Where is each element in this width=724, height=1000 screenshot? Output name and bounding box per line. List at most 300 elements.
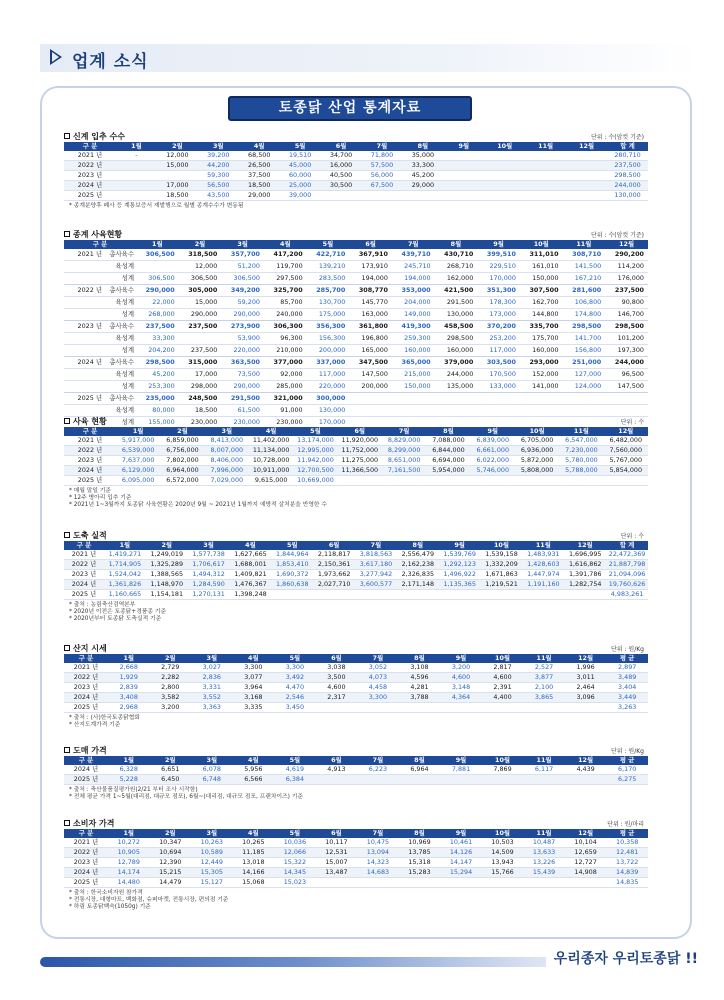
value-cell: 15,766 — [482, 868, 524, 878]
value-cell: 14,166 — [233, 868, 275, 878]
value-cell: 215,000 — [392, 369, 435, 381]
value-cell: 422,710 — [307, 249, 350, 261]
month-header-cell: 1월 — [108, 829, 150, 838]
value-cell — [515, 476, 559, 486]
year-cell: 2025 년 — [64, 878, 108, 888]
note-line: * 매월 말일 기준 — [69, 488, 112, 494]
value-cell: 7,869 — [482, 765, 524, 775]
value-cell: 306,500 — [136, 249, 179, 261]
value-cell: 35,000 — [402, 151, 443, 161]
year-cell — [64, 261, 104, 273]
value-cell — [523, 703, 565, 713]
year-cell: 2023 년 — [64, 858, 108, 868]
value-cell — [349, 393, 392, 405]
value-cell: 1,398,248 — [230, 590, 272, 600]
value-cell: 235,000 — [136, 393, 179, 405]
table-row — [64, 381, 648, 393]
value-cell — [443, 161, 484, 171]
year-cell: 2024 년 — [64, 357, 104, 369]
value-cell: 2,546 — [274, 693, 316, 703]
value-cell: 2,817 — [482, 663, 524, 673]
value-cell — [525, 161, 566, 171]
table-row — [64, 309, 648, 321]
value-cell: 101,200 — [605, 333, 648, 345]
value-cell: 417,200 — [264, 249, 307, 261]
value-cell: 379,000 — [435, 357, 478, 369]
value-cell: 4,073 — [357, 673, 399, 683]
value-cell: 1,361,826 — [104, 580, 146, 590]
value-cell: 6,694,000 — [426, 456, 470, 466]
value-cell — [564, 590, 606, 600]
value-cell: 3,200 — [440, 663, 482, 673]
slaughter-table — [64, 541, 648, 600]
value-cell — [362, 191, 403, 201]
year-cell: 2022 년 — [64, 285, 104, 297]
checkbox-square-icon — [64, 645, 70, 651]
value-cell: 12,727 — [565, 858, 607, 868]
category-cell: 총사육수 — [104, 321, 136, 333]
section-title: 신계 입추 수수 — [64, 131, 125, 142]
year-cell: 2024 년 — [64, 466, 116, 476]
value-cell: 165,000 — [349, 345, 392, 357]
table-row — [64, 663, 648, 673]
value-cell: 43,500 — [198, 191, 239, 201]
total-cell: 21,094,096 — [606, 570, 648, 580]
value-cell: 5,746,000 — [471, 466, 515, 476]
month-header-cell: 12월 — [605, 240, 648, 249]
value-cell: 298,500 — [136, 357, 179, 369]
value-cell: 4,458 — [357, 683, 399, 693]
value-cell: 306,500 — [221, 273, 264, 285]
value-cell: 5,767,000 — [604, 456, 648, 466]
value-cell: 3,011 — [565, 673, 607, 683]
farm-price-table — [64, 654, 648, 713]
month-header-cell: 4월 — [233, 829, 275, 838]
value-cell: 3,108 — [399, 663, 441, 673]
value-cell: 15,007 — [316, 858, 358, 868]
year-cell: 2023 년 — [64, 321, 104, 333]
notes — [64, 715, 648, 729]
value-cell: 197,300 — [605, 345, 648, 357]
total-cell: 14,835 — [606, 878, 648, 888]
value-cell: 4,364 — [440, 693, 482, 703]
value-cell: 291,500 — [221, 393, 264, 405]
value-cell: 10,265 — [233, 838, 275, 848]
total-cell: 4,983,261 — [606, 590, 648, 600]
value-cell: 18,500 — [157, 191, 198, 201]
checkbox-square-icon — [64, 820, 70, 826]
header-cell: 구 분 — [64, 142, 116, 151]
year-cell: 2023 년 — [64, 683, 108, 693]
value-cell: 6,129,000 — [116, 466, 160, 476]
note-line: * 2020년부터 토종닭 도축실적 기준 — [69, 616, 162, 623]
value-cell: 16,000 — [321, 161, 362, 171]
value-cell: - — [116, 151, 157, 161]
value-cell — [525, 191, 566, 201]
header-row — [64, 142, 648, 151]
note-line: * 출처 : 축산물품질평가원(2/21 부터 조사 시작함) — [69, 787, 198, 793]
month-header-cell: 1월 — [104, 541, 146, 550]
value-cell: 119,700 — [264, 261, 307, 273]
year-cell: 2021 년 — [64, 436, 116, 446]
value-cell: 5,780,000 — [559, 456, 603, 466]
year-cell: 2021 년 — [64, 550, 104, 560]
value-cell: 167,210 — [563, 273, 606, 285]
value-cell: 5,954,000 — [426, 466, 470, 476]
category-cell: 총사육수 — [104, 357, 136, 369]
value-cell: 170,000 — [477, 273, 520, 285]
value-cell: 3,300 — [357, 693, 399, 703]
value-cell: 1,524,042 — [104, 570, 146, 580]
table-row — [64, 765, 648, 775]
wholesale-price-table — [64, 756, 648, 785]
value-cell — [136, 261, 179, 273]
category-cell: 성계 — [104, 273, 136, 285]
year-cell: 2024 년 — [64, 765, 108, 775]
value-cell — [563, 393, 606, 405]
value-cell: 3,500 — [316, 673, 358, 683]
value-cell: 117,000 — [307, 369, 350, 381]
value-cell — [355, 590, 397, 600]
note-line: * 전통시장, 대형마트, 백화점, 슈퍼마켓, 전통시장, 편의점 기준 — [69, 897, 229, 904]
value-cell — [116, 161, 157, 171]
value-cell — [399, 775, 441, 785]
value-cell: 6,566 — [233, 775, 275, 785]
value-cell — [523, 878, 565, 888]
value-cell: 293,000 — [520, 357, 563, 369]
section-title: 사육 현황 — [64, 416, 107, 427]
value-cell — [484, 161, 525, 171]
value-cell: 3,877 — [523, 673, 565, 683]
table-row — [64, 550, 648, 560]
value-cell: 12,390 — [150, 858, 192, 868]
month-header-cell: 10월 — [481, 541, 523, 550]
value-cell: 13,174,000 — [293, 436, 337, 446]
unit-label: 단위 : 수 — [620, 533, 644, 540]
value-cell: 3,096 — [565, 693, 607, 703]
section-farm-price — [64, 643, 648, 729]
value-cell: 3,865 — [523, 693, 565, 703]
value-cell: 220,000 — [307, 381, 350, 393]
value-cell: 6,839,000 — [471, 436, 515, 446]
value-cell: 85,700 — [264, 297, 307, 309]
value-cell: 11,275,000 — [338, 456, 382, 466]
value-cell: 12,995,000 — [293, 446, 337, 456]
value-cell: 1,929 — [108, 673, 150, 683]
table-row — [64, 161, 648, 171]
value-cell: 349,200 — [221, 285, 264, 297]
total-cell: 237,500 — [607, 161, 648, 171]
value-cell: 3,300 — [233, 663, 275, 673]
section-title: 종계 사육현황 — [64, 229, 122, 240]
value-cell — [566, 171, 607, 181]
value-cell: 175,000 — [307, 309, 350, 321]
value-cell: 149,000 — [392, 309, 435, 321]
value-cell: 6,859,000 — [160, 436, 204, 446]
month-header-cell: 3월 — [205, 427, 249, 436]
value-cell: 6,450 — [150, 775, 192, 785]
value-cell: 13,094 — [357, 848, 399, 858]
header-cell: 구 분 — [64, 240, 136, 249]
category-cell: 성계 — [104, 345, 136, 357]
value-cell: 8,413,000 — [205, 436, 249, 446]
value-cell: 1,419,271 — [104, 550, 146, 560]
month-header-cell: 7월 — [357, 756, 399, 765]
value-cell: 8,406,000 — [205, 456, 249, 466]
value-cell: 7,802,000 — [160, 456, 204, 466]
value-cell: 1,332,209 — [481, 560, 523, 570]
value-cell: 365,000 — [392, 357, 435, 369]
month-header-cell: 11월 — [559, 427, 603, 436]
value-cell: 3,331 — [191, 683, 233, 693]
value-cell: 200,000 — [307, 345, 350, 357]
month-header-cell: 7월 — [362, 142, 403, 151]
value-cell: 1,447,974 — [522, 570, 564, 580]
value-cell: 1,627,665 — [230, 550, 272, 560]
value-cell — [559, 476, 603, 486]
value-cell: 10,347 — [150, 838, 192, 848]
year-cell — [64, 369, 104, 381]
month-header-cell: 4월 — [239, 142, 280, 151]
value-cell: 357,700 — [221, 249, 264, 261]
value-cell: 3,600,577 — [355, 580, 397, 590]
value-cell: 2,556,479 — [397, 550, 439, 560]
value-cell: 298,500 — [563, 321, 606, 333]
value-cell: 173,000 — [477, 309, 520, 321]
value-cell: 11,185 — [233, 848, 275, 858]
value-cell: 4,470 — [274, 683, 316, 693]
value-cell — [520, 405, 563, 417]
category-cell: 육성계 — [104, 405, 136, 417]
value-cell — [484, 181, 525, 191]
value-cell: 421,500 — [435, 285, 478, 297]
value-cell — [520, 393, 563, 405]
value-cell: 56,000 — [362, 171, 403, 181]
value-cell: 12,659 — [565, 848, 607, 858]
value-cell: 18,500 — [239, 181, 280, 191]
category-cell: 성계 — [104, 381, 136, 393]
value-cell: 1,391,786 — [564, 570, 606, 580]
value-cell: 1,219,521 — [481, 580, 523, 590]
table-row — [64, 703, 648, 713]
month-header-cell: 8월 — [402, 142, 443, 151]
value-cell: 10,669,000 — [293, 476, 337, 486]
value-cell: 3,788 — [399, 693, 441, 703]
section-header-band — [40, 44, 700, 72]
month-header-cell: 2월 — [150, 829, 192, 838]
value-cell: 10,263 — [191, 838, 233, 848]
value-cell: 11,920,000 — [338, 436, 382, 446]
value-cell: 150,000 — [392, 381, 435, 393]
value-cell — [349, 405, 392, 417]
value-cell: 2,968 — [108, 703, 150, 713]
value-cell: 3,200 — [150, 703, 192, 713]
value-cell: 1,671,863 — [481, 570, 523, 580]
value-cell: 194,000 — [349, 273, 392, 285]
value-cell: 370,200 — [477, 321, 520, 333]
month-header-cell: 5월 — [274, 829, 316, 838]
value-cell: 156,800 — [563, 345, 606, 357]
value-cell — [443, 181, 484, 191]
value-cell — [338, 476, 382, 486]
value-cell — [316, 878, 358, 888]
value-cell: 130,700 — [307, 297, 350, 309]
value-cell — [397, 590, 439, 600]
value-cell: 439,710 — [392, 249, 435, 261]
month-header-cell: 11월 — [563, 240, 606, 249]
value-cell — [440, 878, 482, 888]
value-cell: 6,384 — [274, 775, 316, 785]
value-cell: 40,500 — [321, 171, 362, 181]
value-cell: 170,000 — [307, 417, 350, 429]
month-header-cell: 4월 — [233, 654, 275, 663]
month-header-cell: 8월 — [435, 240, 478, 249]
value-cell: 7,881 — [440, 765, 482, 775]
value-cell: 1,494,312 — [188, 570, 230, 580]
value-cell: 210,000 — [264, 345, 307, 357]
total-cell: 14,839 — [606, 868, 648, 878]
value-cell: 4,913 — [316, 765, 358, 775]
value-cell: 29,000 — [239, 191, 280, 201]
value-cell: 59,200 — [221, 297, 264, 309]
value-cell: 145,770 — [349, 297, 392, 309]
note-line: * 종계분양후 폐사 등 계통보증서 재발행으로 월별 종계수수가 변동됨 — [69, 203, 244, 209]
value-cell — [443, 151, 484, 161]
header-cell: 구 분 — [64, 654, 108, 663]
value-cell: 306,500 — [179, 273, 222, 285]
value-cell: 156,300 — [307, 333, 350, 345]
value-cell: 1,483,931 — [522, 550, 564, 560]
value-cell: 141,700 — [563, 333, 606, 345]
year-cell: 2022 년 — [64, 161, 116, 171]
total-cell: 21,887,798 — [606, 560, 648, 570]
section-title: 산지 시세 — [64, 643, 107, 654]
value-cell: 15,215 — [150, 868, 192, 878]
value-cell: 6,844,000 — [426, 446, 470, 456]
value-cell — [440, 775, 482, 785]
year-cell — [64, 273, 104, 285]
value-cell: 6,964,000 — [160, 466, 204, 476]
value-cell: 59,300 — [198, 171, 239, 181]
value-cell: 3,027 — [191, 663, 233, 673]
table-row — [64, 345, 648, 357]
checkbox-square-icon — [64, 133, 70, 139]
checkbox-square-icon — [64, 532, 70, 538]
value-cell: 18,500 — [179, 405, 222, 417]
value-cell: 325,700 — [264, 285, 307, 297]
value-cell: 2,527 — [523, 663, 565, 673]
value-cell: 6,547,000 — [559, 436, 603, 446]
month-header-cell: 7월 — [355, 541, 397, 550]
month-header-cell: 1월 — [116, 142, 157, 151]
header-cell: 구 분 — [64, 829, 108, 838]
section-rearing-status — [64, 416, 648, 510]
value-cell: 303,500 — [477, 357, 520, 369]
value-cell: 253,200 — [477, 333, 520, 345]
value-cell: 5,917,000 — [116, 436, 160, 446]
value-cell — [357, 703, 399, 713]
value-cell: 1,996 — [565, 663, 607, 673]
checkbox-square-icon — [64, 231, 70, 237]
value-cell: 351,300 — [477, 285, 520, 297]
year-cell: 2021 년 — [64, 151, 116, 161]
total-header-cell: 평 균 — [606, 654, 648, 663]
month-header-cell: 11월 — [525, 142, 566, 151]
value-cell: 290,200 — [605, 249, 648, 261]
value-cell: 6,756,000 — [160, 446, 204, 456]
value-cell: 161,010 — [520, 261, 563, 273]
checkbox-square-icon — [64, 747, 70, 753]
month-header-cell: 12월 — [565, 654, 607, 663]
year-cell: 2022 년 — [64, 673, 108, 683]
value-cell: 45,200 — [136, 369, 179, 381]
note-line: * 출처 : 한국소비자원 참가격 — [69, 890, 143, 896]
value-cell: 141,500 — [563, 261, 606, 273]
value-cell — [566, 161, 607, 171]
value-cell: 7,996,000 — [205, 466, 249, 476]
value-cell: 6,661,000 — [471, 446, 515, 456]
value-cell: 4,596 — [399, 673, 441, 683]
value-cell: 12,700,500 — [293, 466, 337, 476]
month-header-cell: 9월 — [477, 240, 520, 249]
value-cell: 60,000 — [280, 171, 321, 181]
value-cell: 458,500 — [435, 321, 478, 333]
table-row — [64, 858, 648, 868]
month-header-cell: 11월 — [523, 829, 565, 838]
value-cell: 321,000 — [264, 393, 307, 405]
page-title: 토종닭 산업 통계자료 — [228, 96, 472, 121]
value-cell: 10,475 — [357, 838, 399, 848]
note-line: * 출처 : 농림축산검역본부 — [69, 602, 136, 608]
unit-label: 단위 : 수(암컷 기준) — [591, 134, 644, 141]
value-cell: 6,572,000 — [160, 476, 204, 486]
month-header-cell: 3월 — [188, 541, 230, 550]
value-cell: 307,500 — [520, 285, 563, 297]
value-cell — [525, 151, 566, 161]
value-cell: 14,323 — [357, 858, 399, 868]
value-cell — [482, 878, 524, 888]
value-cell: 1,616,862 — [564, 560, 606, 570]
value-cell: 3,492 — [274, 673, 316, 683]
value-cell: 73,500 — [221, 369, 264, 381]
month-header-cell: 3월 — [198, 142, 239, 151]
value-cell — [116, 171, 157, 181]
month-header-cell: 2월 — [150, 654, 192, 663]
year-cell: 2023 년 — [64, 570, 104, 580]
value-cell: 290,000 — [221, 381, 264, 393]
year-cell: 2023 년 — [64, 171, 116, 181]
section-breeder-stock — [64, 229, 648, 429]
value-cell: 230,000 — [264, 417, 307, 429]
value-cell: 10,503 — [482, 838, 524, 848]
value-cell — [565, 703, 607, 713]
category-cell: 육성계 — [104, 261, 136, 273]
value-cell — [477, 405, 520, 417]
month-header-cell: 4월 — [264, 240, 307, 249]
table-row — [64, 321, 648, 333]
value-cell: 15,439 — [523, 868, 565, 878]
total-cell: 3,449 — [606, 693, 648, 703]
value-cell — [435, 393, 478, 405]
value-cell: 8,007,000 — [205, 446, 249, 456]
category-cell: 육성계 — [104, 369, 136, 381]
value-cell: 130,000 — [307, 405, 350, 417]
value-cell: 33,300 — [136, 333, 179, 345]
value-cell — [484, 171, 525, 181]
table-row — [64, 297, 648, 309]
value-cell: 13,785 — [399, 848, 441, 858]
category-cell: 육성계 — [104, 333, 136, 345]
